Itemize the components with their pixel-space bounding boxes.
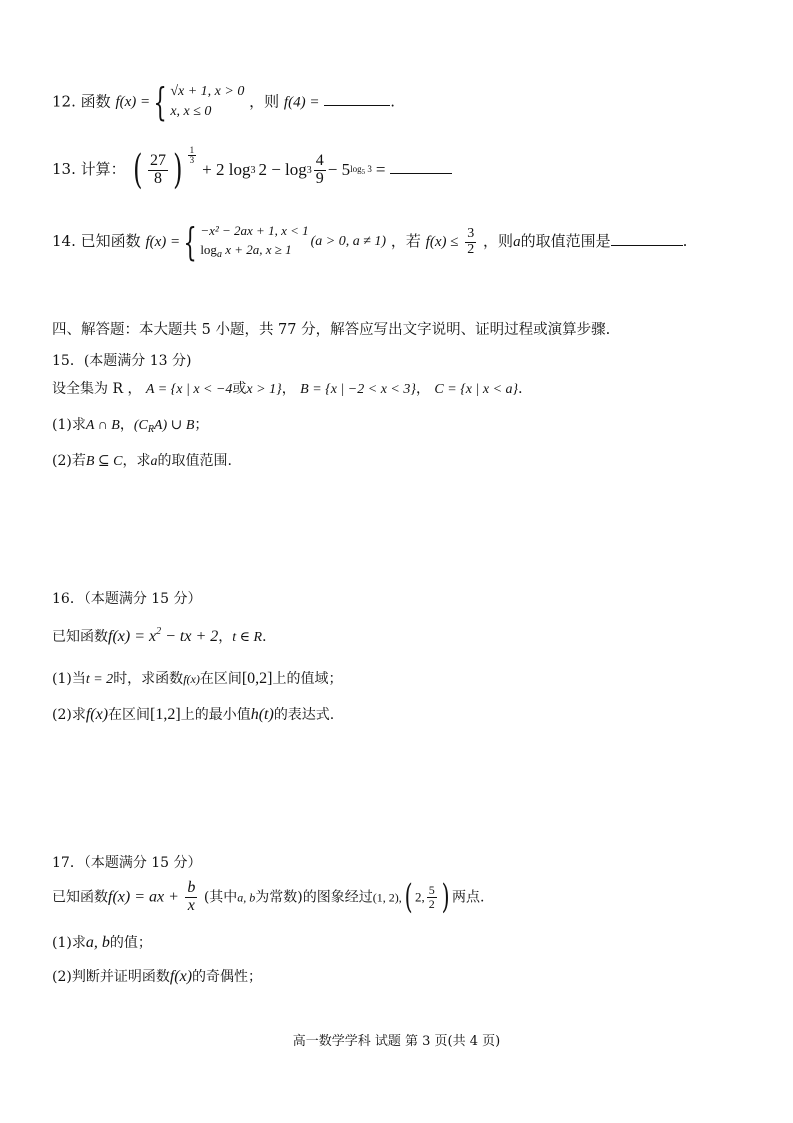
- q16-part2: (2)求f(x)在区间[1,2]上的最小值h(t)的表达式.: [52, 706, 335, 723]
- question-12: 12. 函数 f(x) = { √x + 1, x > 0 x, x ≤ 0 ，则 f(4) = .: [52, 80, 395, 125]
- q14-ineq: f(x) ≤: [425, 234, 459, 251]
- q12-ask: f(4) =: [283, 94, 320, 111]
- q16-line1: 已知函数$f(x) = x^2$ − tx + 2，t ∈ R．: [52, 626, 277, 645]
- q14-number: 14.: [52, 232, 76, 251]
- question-14: 14. 已知函数 f(x) = { −x² − 2ax + 1, x < 1 $\log_a x + 2a$, x ≥ 1 (a > 0, a ≠ 1) ，若 f(x) ≤ $\frac{3}{2}$ ，则a的取值范围是 .: [52, 220, 688, 265]
- q14-r-num: 3: [467, 225, 475, 241]
- q17-part1: (1)求a, b的值；: [52, 934, 152, 951]
- q14-cases: [200, 222, 308, 262]
- q13-exp5-sub: 5: [361, 168, 366, 176]
- q15-line1: 设全集为 R ， A = {x | x < −4或x > 1}， B = {x | −2 < x < 3}， C = {x | x < a}．: [52, 381, 533, 397]
- q17-line1: 已知函数f(x) = ax + $\frac{b}{x}$ (其中a, b为常数)的图象经过(1, 2),( 2, $\frac{5}{2}$ ) 两点.: [52, 877, 485, 918]
- q12-func: f(x) =: [115, 93, 151, 110]
- q12-brace: {: [153, 80, 167, 125]
- q13-eq: =: [375, 160, 386, 179]
- q15-heading: 15．(本题满分 13 分): [52, 353, 192, 369]
- q14-condition: (a > 0, a ≠ 1): [310, 234, 387, 250]
- q14-case2: $\log_a x + 2a$, x ≥ 1: [200, 241, 292, 260]
- q13-number: 13.: [52, 160, 76, 178]
- q15-set-b: B = {x | −2 < x < 3}: [300, 382, 416, 397]
- q12-tail: ，则: [249, 92, 280, 111]
- q16-part1: (1)当t = 2时，求函数f(x)在区间[0,2]上的值域；: [52, 670, 343, 687]
- q13-f2-num: 4: [315, 151, 324, 169]
- q13-exp-den: 3: [189, 155, 195, 166]
- q13-lead: 计算：: [80, 160, 126, 178]
- q15-part1: (1)求A ∩ B，$(C_RA)$ ∪ B；: [52, 417, 209, 435]
- q12-case1: √x + 1, x > 0: [170, 84, 245, 99]
- q13-exp5: log: [350, 164, 362, 174]
- q13-answer-blank[interactable]: [390, 161, 452, 174]
- q14-tail2: 的取值范围是: [520, 232, 611, 251]
- q14-var: a: [513, 234, 521, 251]
- q14-case1: −x² − 2ax + 1, x < 1: [200, 223, 309, 238]
- q13-sub3b: 3: [306, 164, 312, 176]
- q13-sub3: 3: [250, 164, 256, 176]
- page-footer: 高一数学学科 试题 第 3 页(共 4 页): [292, 1034, 501, 1049]
- q14-brace: {: [183, 220, 197, 265]
- q13-f2-den: 9: [315, 169, 324, 187]
- q13-mid: + 2 log: [202, 160, 251, 179]
- q17-heading: 17．（本题满分 15 分）: [52, 855, 202, 871]
- q15-part2: (2)若B ⊆ C，求a的取值范围.: [52, 453, 232, 469]
- q13-minus5: − 5: [327, 160, 351, 179]
- q12-answer-blank[interactable]: [324, 93, 390, 106]
- q16-heading: 16．（本题满分 15 分）: [52, 591, 202, 607]
- q13-exp-num: 1: [189, 145, 195, 155]
- q12-cases: [170, 82, 244, 123]
- q12-number: 12.: [52, 92, 76, 111]
- q13-frac-den: 8: [154, 169, 163, 187]
- q12-piecewise: [115, 82, 244, 123]
- q17-part2: (2)判断并证明函数f(x)的奇偶性；: [52, 968, 263, 985]
- section-4-heading: 四、解答题：本大题共 5 小题，共 77 分，解答应写出文字说明、证明过程或演算步骤.: [52, 322, 611, 338]
- q12-lead: 函数: [80, 92, 111, 111]
- q14-r-den: 2: [467, 241, 475, 257]
- q14-func: f(x) =: [145, 233, 181, 250]
- q14-answer-blank[interactable]: [611, 233, 683, 246]
- q13-two: 2 − log: [258, 160, 307, 179]
- q13-expression: ( $\frac{27}{8}$ ) $\frac{1}{3}$ + 2 log 3 2 − log 3 $\frac{4}{9}$ − 5 $\log_5 3$ =: [133, 145, 386, 193]
- q14-piecewise: [145, 220, 387, 265]
- q12-case2: x, x ≤ 0: [170, 104, 212, 120]
- q14-tail1: ，则: [483, 232, 514, 251]
- question-13: [52, 145, 452, 193]
- q13-exp5-arg: 3: [367, 164, 372, 174]
- q14-lead: 已知函数: [80, 232, 141, 251]
- q14-mid: ，若: [390, 232, 421, 251]
- q15-set-c: C = {x | x < a}: [434, 382, 519, 397]
- q13-frac-num: 27: [150, 151, 167, 169]
- q15-set-a: A = {x | x < −4: [145, 382, 233, 397]
